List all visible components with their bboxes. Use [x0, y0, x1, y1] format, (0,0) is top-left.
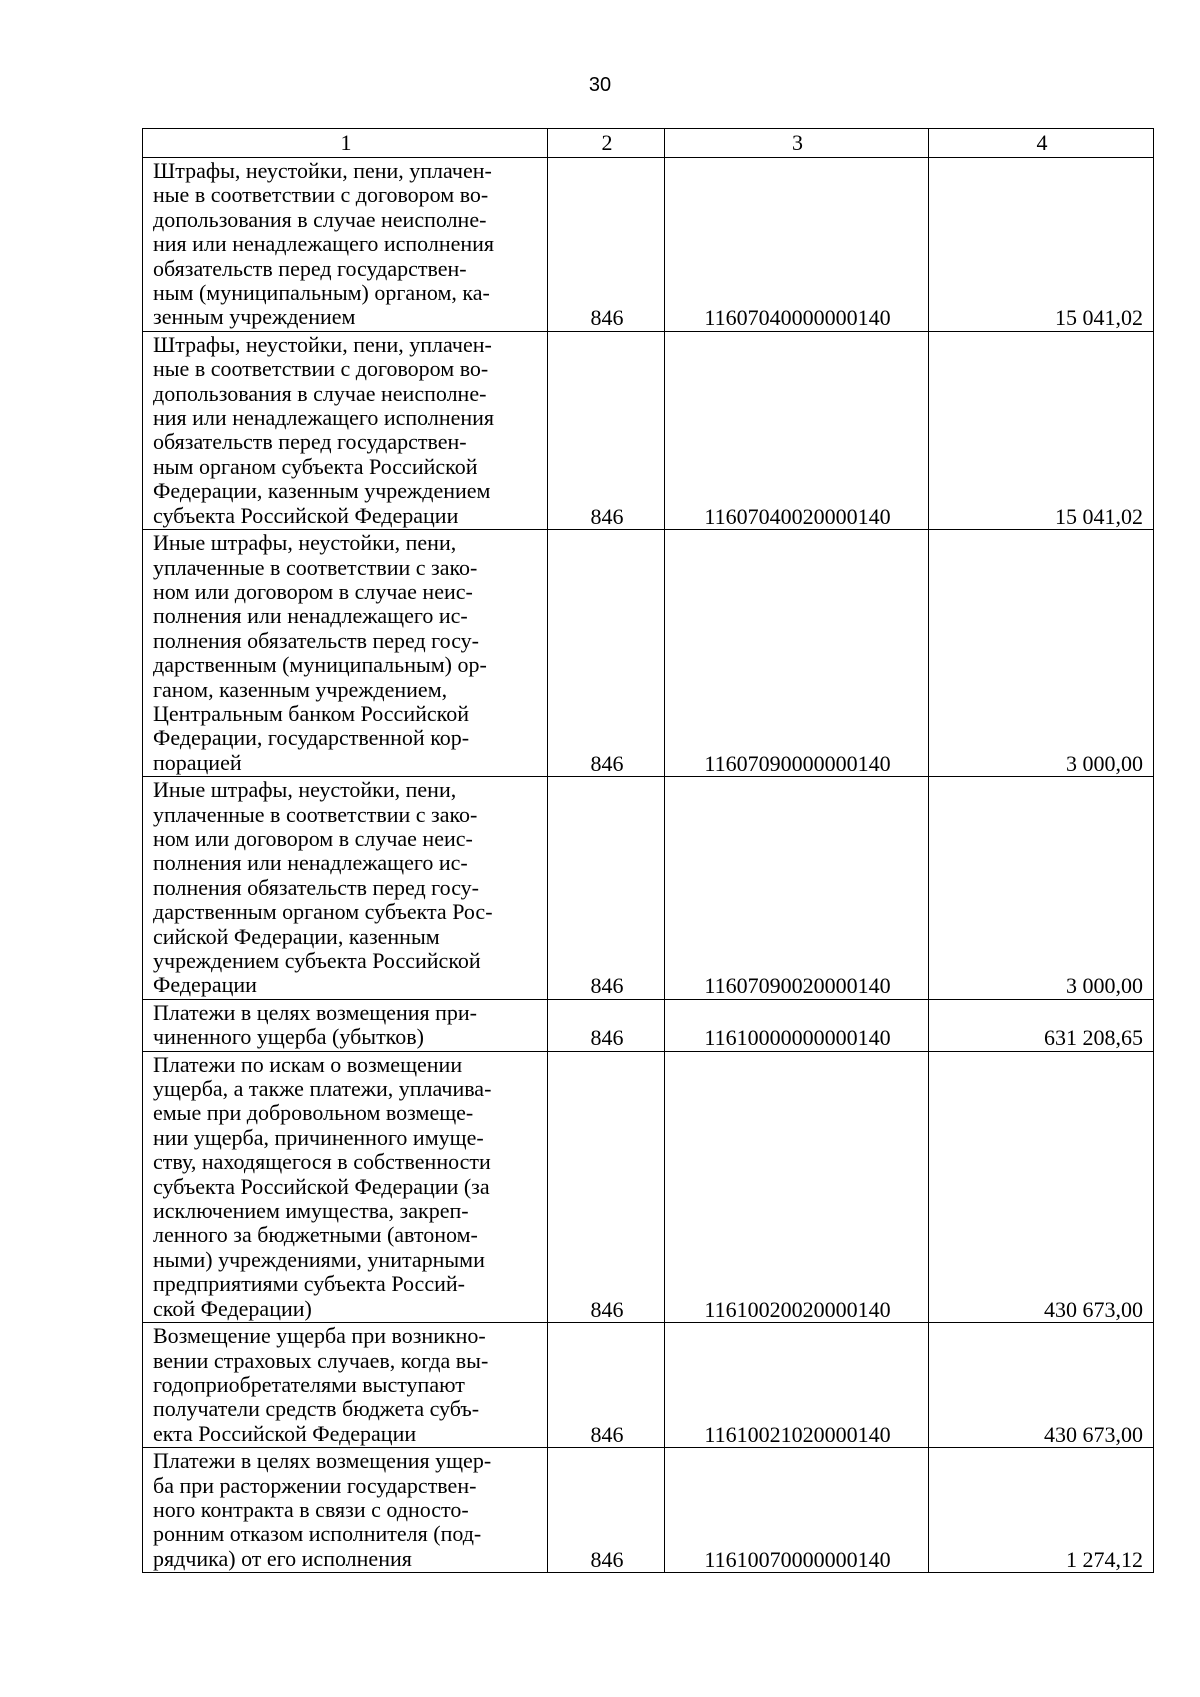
budget-classification-code-cell: 11610000000000140: [665, 999, 929, 1051]
budget-classification-code-cell: 11610021020000140: [665, 1323, 929, 1448]
budget-classification-code-cell: 11607040020000140: [665, 331, 929, 529]
budget-classification-code-cell: 11610070000000140: [665, 1448, 929, 1573]
revenue-name-cell: Иные штрафы, неустойки, пени, уплаченные в соответствии с зако- ном или договором в случае неис- полнения или ненадлежащего ис- полнения обязательств перед госу- дарственным органом субъекта Рос- сийской Федерации, казенным учреждением субъекта Российской Федерации: [143, 777, 548, 1000]
amount-cell: 15 041,02: [929, 331, 1154, 529]
table-row: [143, 158, 1154, 332]
admin-code-cell: 846: [548, 530, 665, 777]
budget-classification-code-cell: 11610020020000140: [665, 1051, 929, 1322]
admin-code-cell: 846: [548, 1448, 665, 1573]
revenue-name-cell: Платежи по искам о возмещении ущерба, а также платежи, уплачива- емые при добровольном возмеще- нии ущерба, причиненного имуще- ству, находящегося в собственности субъекта Российской Федерации (за исключением имущества, закреп- ленного за бюджетными (автоном- ными) учреждениями, унитарными предприятиями субъекта Россий- ской Федерации): [143, 1051, 548, 1322]
budget-classification-code-cell: 11607040000000140: [665, 158, 929, 332]
revenue-name-cell: Платежи в целях возмещения при- чиненного ущерба (убытков): [143, 999, 548, 1051]
revenue-name-cell: Штрафы, неустойки, пени, уплачен- ные в соответствии с договором во- допользования в случае неисполне- ния или ненадлежащего исполнения обязательств перед государствен- ным органом субъекта Российской Федерации, казенным учреждением субъекта Российской Федерации: [143, 331, 548, 529]
amount-cell: 15 041,02: [929, 158, 1154, 332]
admin-code-cell: 846: [548, 158, 665, 332]
page-number: 30: [588, 74, 612, 96]
admin-code-cell: 846: [548, 1323, 665, 1448]
budget-classification-code-cell: 11607090000000140: [665, 530, 929, 777]
amount-cell: 3 000,00: [929, 777, 1154, 1000]
table-row: [143, 1448, 1154, 1573]
admin-code-cell: 846: [548, 1051, 665, 1322]
amount-cell: 3 000,00: [929, 530, 1154, 777]
table-row: [143, 331, 1154, 529]
table-row: [143, 1051, 1154, 1322]
column-header-4: 4: [929, 129, 1154, 158]
table-body: [143, 158, 1154, 1573]
budget-classification-code-cell: 11607090020000140: [665, 777, 929, 1000]
column-header-2: 2: [548, 129, 665, 158]
revenue-name-cell: Иные штрафы, неустойки, пени, уплаченные в соответствии с зако- ном или договором в случае неис- полнения или ненадлежащего ис- полнения обязательств перед госу- дарственным (муниципальным) ор- ганом, казенным учреждением, Центральным банком Российской Федерации, государственной кор- порацией: [143, 530, 548, 777]
table-row: [143, 777, 1154, 1000]
table-row: [143, 530, 1154, 777]
revenue-name-cell: Возмещение ущерба при возникно- вении страховых случаев, когда вы- годоприобретателями выступают получатели средств бюджета субъ- екта Российской Федерации: [143, 1323, 548, 1448]
column-header-1: 1: [143, 129, 548, 158]
table-row: [143, 999, 1154, 1051]
table-header: [143, 129, 1154, 158]
amount-cell: 631 208,65: [929, 999, 1154, 1051]
amount-cell: 430 673,00: [929, 1051, 1154, 1322]
budget-revenue-table: [142, 128, 1154, 1573]
admin-code-cell: 846: [548, 999, 665, 1051]
admin-code-cell: 846: [548, 331, 665, 529]
revenue-name-cell: Штрафы, неустойки, пени, уплачен- ные в соответствии с договором во- допользования в случае неисполне- ния или ненадлежащего исполнения обязательств перед государствен- ным (муниципальным) органом, ка- зенным учреждением: [143, 158, 548, 332]
admin-code-cell: 846: [548, 777, 665, 1000]
revenue-name-cell: Платежи в целях возмещения ущер- ба при расторжении государствен- ного контракта в связи с односто- ронним отказом исполнителя (под- рядчика) от его исполнения: [143, 1448, 548, 1573]
table-row: [143, 1323, 1154, 1448]
table-header-row: [143, 129, 1154, 158]
column-header-3: 3: [665, 129, 929, 158]
amount-cell: 1 274,12: [929, 1448, 1154, 1573]
amount-cell: 430 673,00: [929, 1323, 1154, 1448]
